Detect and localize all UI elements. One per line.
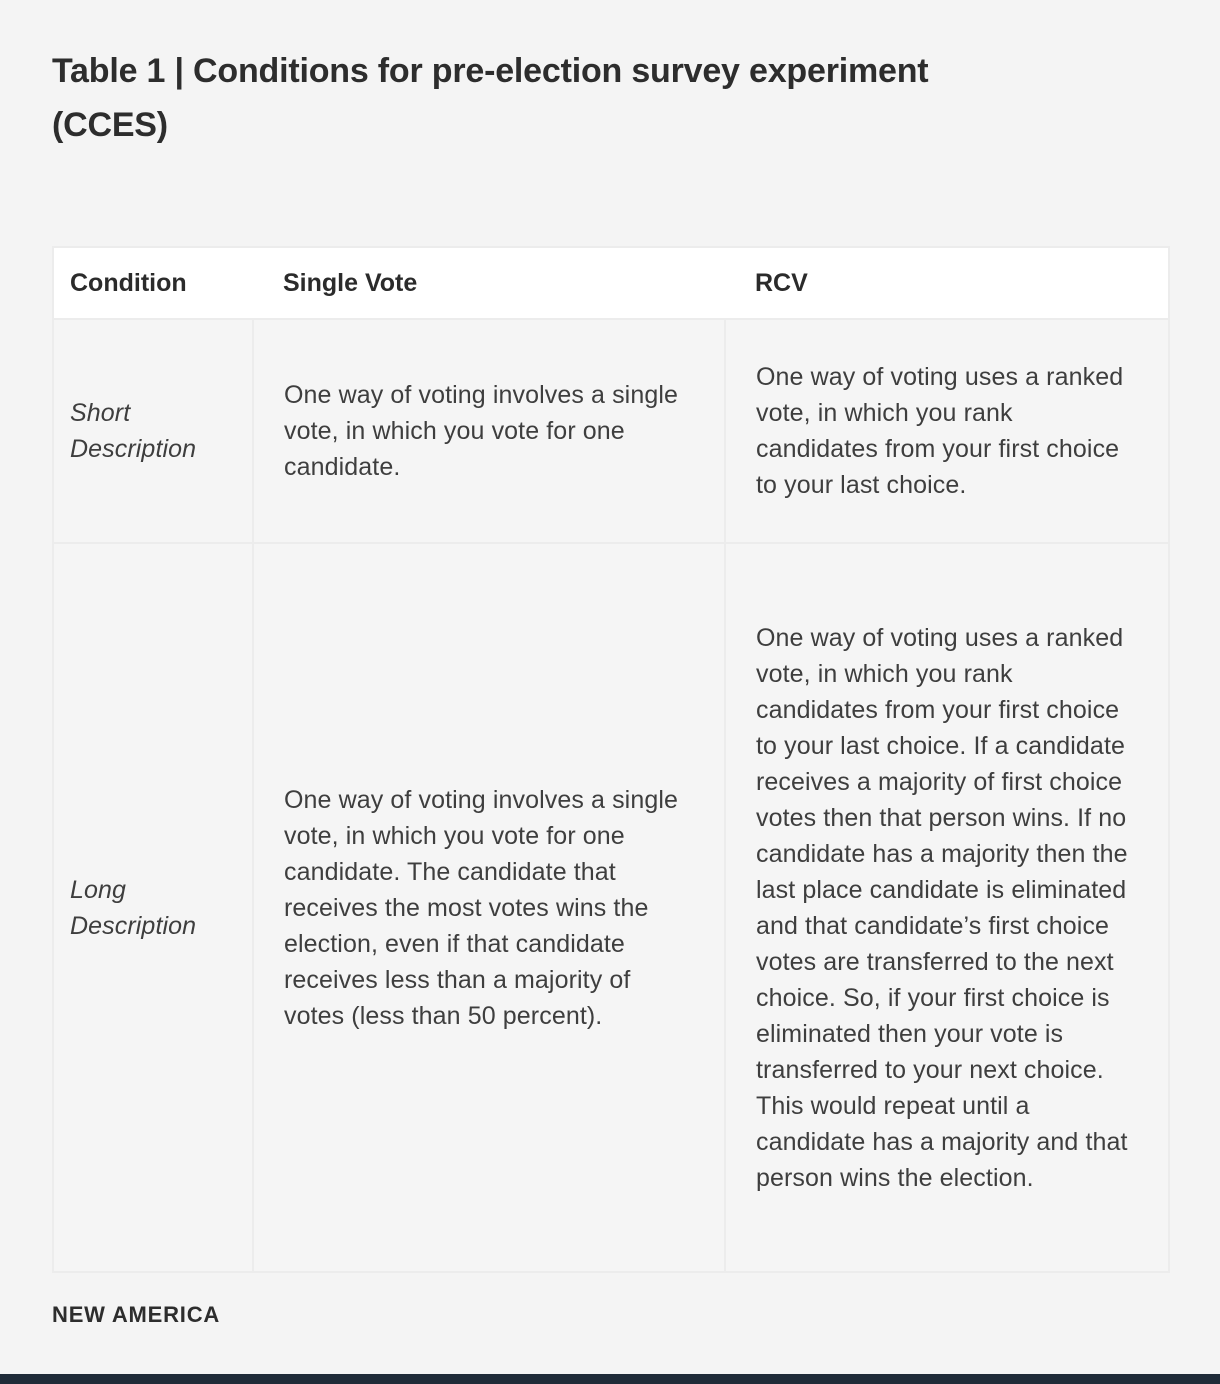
column-header-single-vote: Single Vote xyxy=(253,247,725,319)
single-vote-long-cell: One way of voting involves a single vote, in which you vote for one candidate. The candidate that receives the most votes wins the election, even if that candidate receives less than a majority of votes (less than 50 percent). xyxy=(253,543,725,1272)
column-header-rcv: RCV xyxy=(725,247,1169,319)
page-title xyxy=(52,44,1168,152)
brand-wordmark: NEW AMERICA xyxy=(52,1302,221,1327)
rcv-long-cell: One way of voting uses a ranked vote, in which you rank candidates from your first choice to your last choice. If a candidate receives a majority of first choice votes then that person wins. If no candidate has a majority then the last place candidate is eliminated and that candidate’s first choice votes are transferred to the next choice. So, if your first choice is eliminated then your vote is transferred to your next choice. This would repeat until a candidate has a majority and that person wins the election. xyxy=(725,543,1169,1272)
conditions-table xyxy=(52,246,1170,1273)
table-header-row xyxy=(53,247,1169,319)
column-header-condition: Condition xyxy=(53,247,253,319)
single-vote-short-cell: One way of voting involves a single vote, in which you vote for one candidate. xyxy=(253,319,725,543)
brand-bar xyxy=(0,1374,1220,1384)
condition-label-cell: Long Description xyxy=(53,543,253,1272)
page-title-line2: (CCES) xyxy=(52,106,168,144)
table-row-long-description xyxy=(53,543,1169,1272)
page-title-line1: Table 1 | Conditions for pre-election survey experiment xyxy=(52,52,929,90)
rcv-short-cell: One way of voting uses a ranked vote, in which you rank candidates from your first choice to your last choice. xyxy=(725,319,1169,543)
condition-label-cell: Short Description xyxy=(53,319,253,543)
table-row-short-description xyxy=(53,319,1169,543)
